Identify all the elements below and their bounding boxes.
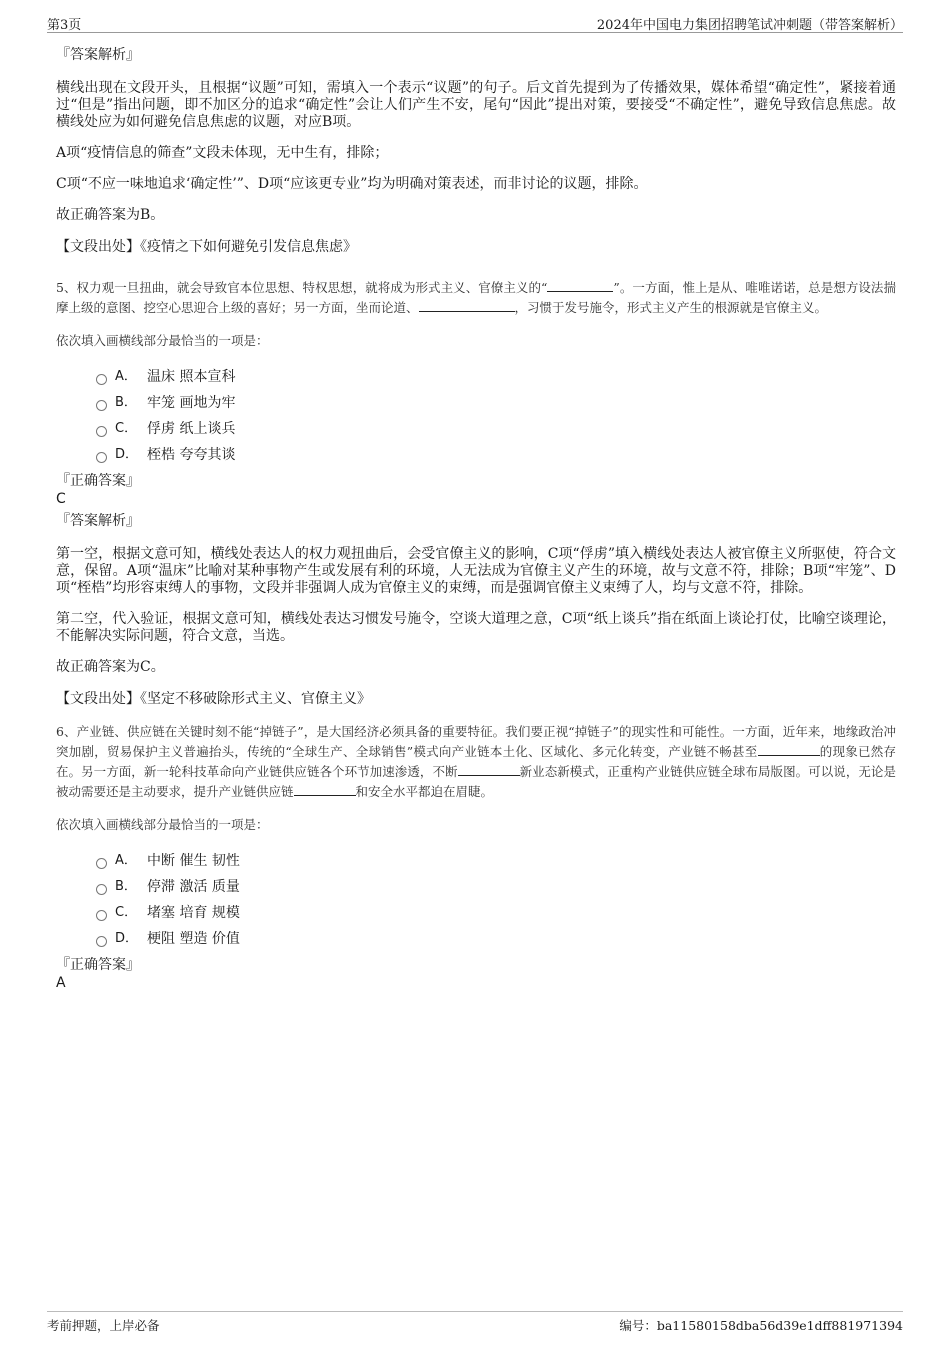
options-list [96,848,896,952]
radio-icon[interactable] [96,426,107,437]
analysis-conclusion: 故正确答案为C。 [56,659,165,675]
option-d[interactable]: D． 桎梏 夸夸其谈 [96,442,896,468]
correct-answer-heading: 『正确答案』 [56,473,140,489]
radio-icon[interactable] [96,452,107,463]
option-b[interactable]: B． 牢笼 画地为牢 [96,390,896,416]
source-citation: 【文段出处】《疫情之下如何避免引发信息焦虑》 [56,239,357,255]
analysis-paragraph: C项“不应一味地追求‘确定性’”、D项“应该更专业”均为明确对策表述，而非讨论的议题，排除。 [56,176,648,192]
option-c[interactable]: C． 俘虏 纸上谈兵 [96,416,896,442]
page-content [56,46,896,996]
option-c[interactable]: C． 堵塞 培育 规模 [96,900,896,926]
options-list [96,364,896,468]
source-citation: 【文段出处】《坚定不移破除形式主义、官僚主义》 [56,691,371,707]
page-header [47,12,903,33]
answer-blank [547,279,613,292]
document-code: 编号：ba11580158dba56d39e1dff881971394 [619,1318,903,1333]
option-a[interactable]: A． 中断 催生 韧性 [96,848,896,874]
radio-icon[interactable] [96,374,107,385]
answer-blank [758,743,820,756]
option-a[interactable]: A． 温床 照本宣科 [96,364,896,390]
question-5-text: 5、权力观一旦扭曲，就会导致官本位思想、特权思想，就将成为形式主义、官僚主义的“ ”。一方面，惟上是从、唯唯诺诺，总是想方设法揣摩上级的意图、挖空心思迎合上级的喜好；另一方面，坐而论道、 ，习惯于发号施令，形式主义产生的根源就是官僚主义。 [56,280,896,315]
answer-blank [294,783,356,796]
radio-icon[interactable] [96,400,107,411]
option-d[interactable]: D． 梗阻 塑造 价值 [96,926,896,952]
page-footer [47,1311,903,1336]
answer-blank [458,763,520,776]
option-b[interactable]: B． 停滞 激活 质量 [96,874,896,900]
radio-icon[interactable] [96,910,107,921]
correct-answer: A [56,975,66,991]
radio-icon[interactable] [96,884,107,895]
footer-slogan: 考前押题，上岸必备 [47,1318,160,1333]
analysis-paragraph: 第二空，代入验证，根据文意可知，横线处表达习惯发号施令，空谈大道理之意，C项“纸上谈兵”指在纸面上谈论打仗，比喻空谈理论，不能解决实际问题，符合文意，当选。 [56,611,896,644]
analysis-heading: 『答案解析』 [56,47,140,63]
question-prompt: 依次填入画横线部分最恰当的一项是： [56,333,269,348]
question-prompt: 依次填入画横线部分最恰当的一项是： [56,817,269,832]
question-6-text: 6、产业链、供应链在关键时刻不能“掉链子”，是大国经济必须具备的重要特征。我们要正视“掉链子”的现实性和可能性。一方面，近年来，地缘政治冲突加剧，贸易保护主义普遍抬头，传统的“全球生产、全球销售”模式向产业链本土化、区域化、多元化转变，产业链不畅甚至 的现象已然存在。另一方面，新一轮科技革命向产业链供应链各个环节加速渗透，不断 新业态新模式，正重构产业链供应链全球布局版图。可以说，无论是被动需要还是主动要求，提升产业链供应链 和安全水平都迫在眉睫。 [56,724,896,799]
page-number: 第3页 [47,18,82,33]
answer-blank [419,299,515,312]
analysis-paragraph: 第一空，根据文意可知，横线处表达人的权力观扭曲后，会受官僚主义的影响，C项“俘虏”填入横线处表达人被官僚主义所驱使，符合文意，保留。A项“温床”比喻对某种事物产生或发展有利的环境，人无法成为官僚主义产生的环境，故与文意不符，排除；B项“牢笼”、D项“桎梏”均形容束缚人的事物，文段并非强调人成为官僚主义的束缚，而是强调官僚主义束缚了人，均与文意不符，排除。 [56,546,896,596]
radio-icon[interactable] [96,858,107,869]
correct-answer-heading: 『正确答案』 [56,957,140,973]
radio-icon[interactable] [96,936,107,947]
document-title: 2024年中国电力集团招聘笔试冲刺题（带答案解析） [596,18,903,33]
analysis-paragraph: A项“疫情信息的筛查”文段未体现，无中生有，排除； [56,145,389,161]
correct-answer: C [56,491,66,507]
analysis-paragraph: 横线出现在文段开头，且根据“议题”可知，需填入一个表示“议题”的句子。后文首先提到为了传播效果，媒体希望“确定性”，紧接着通过“但是”指出问题，即不加区分的追求“确定性”会让人们产生不安，尾句“因此”提出对策，要接受“不确定性”，避免导致信息焦虑。故横线处应为如何避免信息焦虑的议题，对应B项。 [56,80,896,130]
analysis-conclusion: 故正确答案为B。 [56,207,165,223]
analysis-heading: 『答案解析』 [56,513,140,529]
